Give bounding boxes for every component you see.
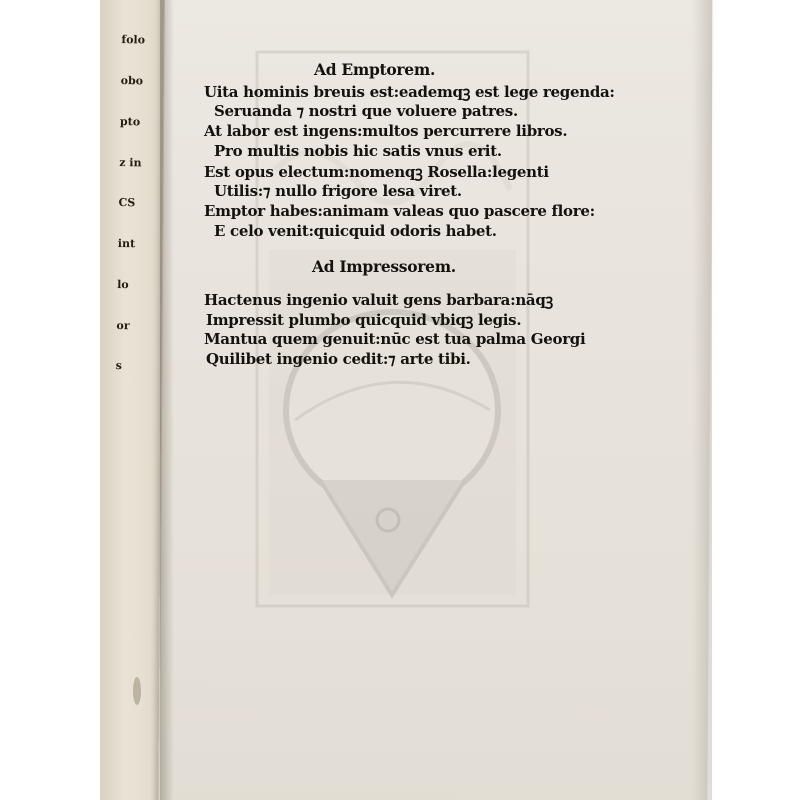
verse-line: Impressit plumbo quicquid vbiqꝫ legis. xyxy=(206,311,522,329)
verse-line: Pro multis nobis hic satis vnus erit. xyxy=(214,142,502,160)
verse-line: Uita hominis breuis est:eademqꝫ est lege regenda: xyxy=(204,83,615,101)
fragment-line: CS xyxy=(118,196,136,210)
fragment-line: obo xyxy=(120,73,144,88)
fragment-line: s xyxy=(115,359,123,373)
verse-line: Hactenus ingenio valuit gens barbara:nāqꝫ xyxy=(204,291,553,309)
fragment-line: lo xyxy=(117,277,129,292)
verse-line: Quilibet ingenio cedit:⁊ arte tibi. xyxy=(206,350,471,368)
heading-ad-emptorem: Ad Emptorem. xyxy=(314,60,436,79)
fragment-line: pto xyxy=(119,114,141,129)
fragment-line: or xyxy=(116,318,130,332)
heading-ad-impressorem: Ad Impressorem. xyxy=(312,257,456,276)
verse-line: Utilis:⁊ nullo frigore lesa viret. xyxy=(214,182,462,200)
fragment-line: folo xyxy=(121,33,146,47)
verse-line: At labor est ingens:multos percurrere libros. xyxy=(204,122,568,140)
verse-line: Est opus electum:nomenqꝫ Rosella:legenti xyxy=(204,163,549,181)
verse-line: Emptor habes:animam valeas quo pascere flore: xyxy=(204,202,595,220)
verse-line: E celo venit:quicquid odoris habet. xyxy=(214,222,497,240)
fragment-line: int xyxy=(117,237,136,251)
verse-line: Seruanda ⁊ nostri que voluere patres. xyxy=(214,102,518,120)
verse-line: Mantua quem genuit:nūc est tua palma Georgi xyxy=(204,330,586,348)
fragment-line: z in xyxy=(119,155,142,169)
